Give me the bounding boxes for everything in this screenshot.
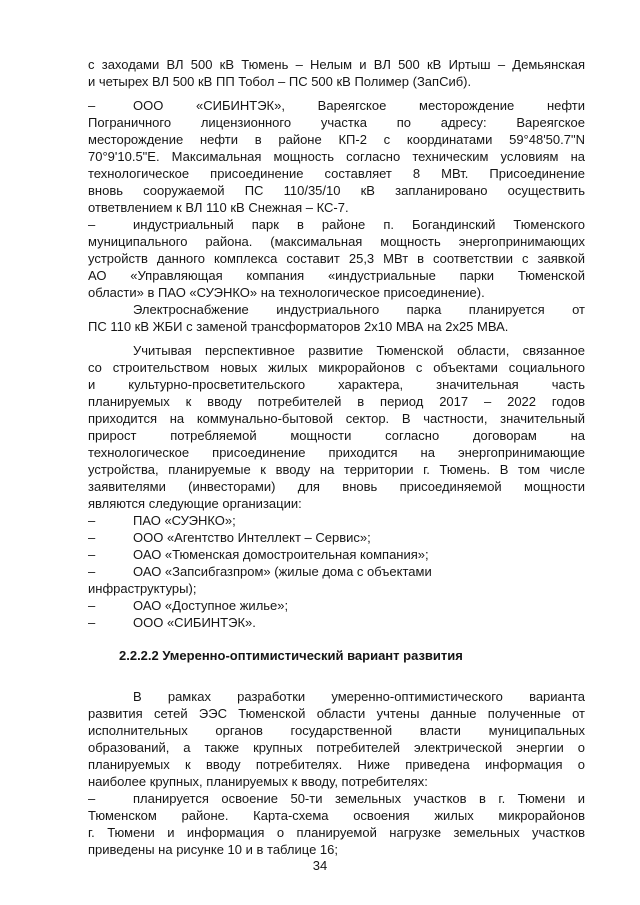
text-line: области» в ПАО «СУЭНКО» на технологическое присоединение). — [88, 285, 485, 300]
text-line: ООО «Агентство Интеллект – Сервис»; — [133, 530, 371, 545]
text-line: со строительством новых жилых микрорайонов с объектами социального — [88, 360, 585, 375]
list-dash: – — [88, 598, 96, 613]
text-line: наиболее крупных, планируемых к вводу, потребителях: — [88, 774, 428, 789]
text-line: устройств данного комплекса составит 25,3 МВт в соответствии с заявкой — [88, 251, 585, 266]
text-line: планируется освоение 50-ти земельных участков в г. Тюмени и — [133, 791, 585, 806]
list-dash: – — [88, 564, 96, 579]
text-line: ответвлением к ВЛ 110 кВ Снежная – КС-7. — [88, 200, 349, 215]
text-line: технологическое присоединение составляет 8 МВт. Присоединение — [88, 166, 585, 181]
text-line: планируемых к вводу потребителях. Ниже приведена информация о — [88, 757, 585, 772]
text-line: приведены на рисунке 10 и в таблице 16; — [88, 842, 338, 857]
text-line: г. Тюмени и информация о планируемой нагрузке земельных участков — [88, 825, 585, 840]
text-line: ОАО «Запсибгазпром» (жилые дома с объектами — [133, 564, 432, 579]
text-line: ОАО «Доступное жилье»; — [133, 598, 289, 613]
text-line: приходится на коммунально-бытовой сектор. В частности, значительный — [88, 411, 585, 426]
text-line: Учитывая перспективное развитие Тюменской области, связанное — [133, 343, 585, 358]
list-dash: – — [88, 615, 96, 630]
text-line: 70°9'10.5"E. Максимальная мощность согласно техническим условиям на — [88, 149, 585, 164]
text-line: инфраструктуры); — [88, 581, 197, 596]
text-line: АО «Управляющая компания «индустриальные парки Тюменской — [88, 268, 585, 283]
text-line: развития сетей ЭЭС Тюменской области учтены данные полученные от — [88, 706, 585, 721]
text-line: Электроснабжение индустриального парка планируется от — [133, 302, 585, 317]
text-line: муниципального района. (максимальная мощность энергопринимающих — [88, 234, 585, 249]
section-heading: 2.2.2.2 Умеренно-оптимистический вариант развития — [119, 648, 463, 663]
text-line: устройства, планируемые к вводу на территории г. Тюмень. В том числе — [88, 462, 585, 477]
text-line: ООО «СИБИНТЭК». — [133, 615, 256, 630]
text-line: являются следующие организации: — [88, 496, 302, 511]
list-dash: – — [88, 791, 96, 806]
list-dash: – — [88, 530, 96, 545]
text-line: Пограничного лицензионного участка по адресу: Вареягское — [88, 115, 585, 130]
list-dash: – — [88, 513, 96, 528]
list-dash: – — [88, 217, 96, 232]
text-line: В рамках разработки умеренно-оптимистического варианта — [133, 689, 585, 704]
text-line: индустриальный парк в районе п. Богандинский Тюменского — [133, 217, 585, 232]
list-dash: – — [88, 98, 96, 113]
text-line: ООО «СИБИНТЭК», Вареягское месторождение нефти — [133, 98, 585, 113]
list-dash: – — [88, 547, 96, 562]
text-line: заявителями (инвесторами) для вновь присоединяемой мощности — [88, 479, 585, 494]
text-line: образований, а также крупных потребителей электрической энергии о — [88, 740, 585, 755]
text-line: исполнительных органов государственной власти муниципальных — [88, 723, 585, 738]
text-line: ОАО «Тюменская домостроительная компания»; — [133, 547, 429, 562]
text-line: и четырех ВЛ 500 кВ ПП Тобол – ПС 500 кВ Полимер (ЗапСиб). — [88, 74, 472, 89]
text-line: прирост потребляемой мощности согласно договорам на — [88, 428, 585, 443]
text-line: планируемых к вводу потребителей в период 2017 – 2022 годов — [88, 394, 585, 409]
page-number: 34 — [312, 858, 328, 873]
text-line: Тюменском районе. Карта-схема освоения жилых микрорайонов — [88, 808, 585, 823]
text-line: технологическое присоединение приходится на энергопринимающие — [88, 445, 585, 460]
text-line: ПС 110 кВ ЖБИ с заменой трансформаторов 2х10 МВА на 2х25 МВА. — [88, 319, 509, 334]
text-line: с заходами ВЛ 500 кВ Тюмень – Нелым и ВЛ 500 кВ Иртыш – Демьянская — [88, 57, 585, 72]
text-line: ПАО «СУЭНКО»; — [133, 513, 236, 528]
text-line: и культурно-просветительского характера, значительная часть — [88, 377, 585, 392]
text-line: вновь сооружаемой ПС 110/35/10 кВ запланировано осуществить — [88, 183, 585, 198]
text-line: месторождение нефти в районе КП-2 с координатами 59°48'50.7"N — [88, 132, 585, 147]
